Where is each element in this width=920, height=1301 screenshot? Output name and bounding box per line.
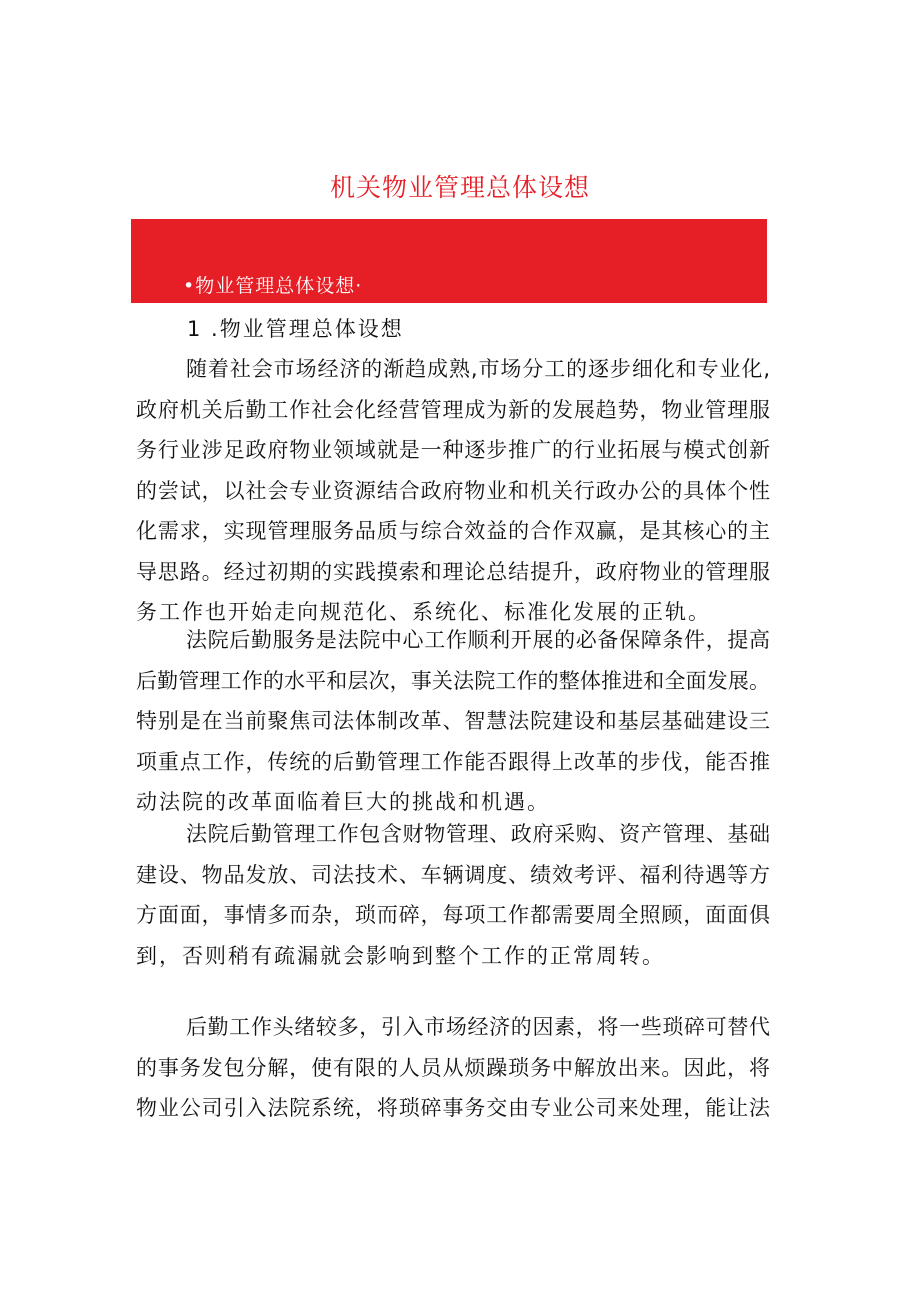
text-line: 法院后勤服务是法院中心工作顺利开展的必备保障条件，提高 [186, 628, 770, 652]
text-line: 到，否则稍有疏漏就会影响到整个工作的正常周转。 [136, 943, 665, 968]
section-banner [131, 219, 767, 303]
text-line: 的尝试，以社会专业资源结合政府物业和机关行政办公的具体个性 [136, 478, 770, 503]
text-line: 后勤管理工作的水平和层次，事关法院工作的整体推进和全面发展。 [136, 668, 770, 693]
text-line: 导思路。经过初期的实践摸索和理论总结提升，政府物业的管理服 [136, 559, 770, 584]
paragraph [136, 620, 770, 823]
page-title: 机关物业管理总体设想 [329, 173, 590, 202]
text-line: 化需求，实现管理服务品质与综合效益的合作双赢，是其核心的主 [136, 519, 770, 543]
paragraph [136, 814, 770, 976]
text-line: 务工作也开始走向规范化、系统化、标准化发展的正轨。 [136, 600, 711, 624]
section-banner-label: •物业管理总体设想· [183, 275, 363, 297]
text-line: 项重点工作，传统的后勤管理工作能否跟得上改革的步伐，能否推 [136, 749, 770, 774]
text-line: 随着社会市场经济的渐趋成熟,市场分工的逐步细化和专业化, [186, 357, 770, 381]
text-line: 后勤工作头绪较多，引入市场经济的因素，将一些琐碎可替代 [186, 1015, 770, 1039]
text-line: 建设、物品发放、司法技术、车辆调度、绩效考评、福利待遇等方 [136, 862, 770, 887]
text-line: 政府机关后勤工作社会化经营管理成为新的发展趋势，物业管理服 [136, 397, 770, 422]
paragraph [136, 1007, 770, 1129]
text-line: 特别是在当前聚焦司法体制改革、智慧法院建设和基层基础建设三 [136, 709, 770, 733]
text-line: 的事务发包分解，使有限的人员从烦躁琐务中解放出来。因此，将 [136, 1055, 770, 1080]
sub-heading: 1 .物业管理总体设想 [187, 317, 404, 341]
text-line: 物业公司引入法院系统，将琐碎事务交由专业公司来处理，能让法 [136, 1096, 770, 1120]
text-line: 方面面，事情多而杂，琐而碎，每项工作都需要周全照顾，面面俱 [136, 903, 770, 927]
text-line: 务行业涉足政府物业领域就是一种逐步推广的行业拓展与模式创新 [136, 438, 770, 462]
paragraph [136, 349, 770, 633]
text-line: 法院后勤管理工作包含财物管理、政府采购、资产管理、基础 [186, 822, 770, 846]
text-line: 动法院的改革面临着巨大的挑战和机遇。 [136, 790, 550, 814]
